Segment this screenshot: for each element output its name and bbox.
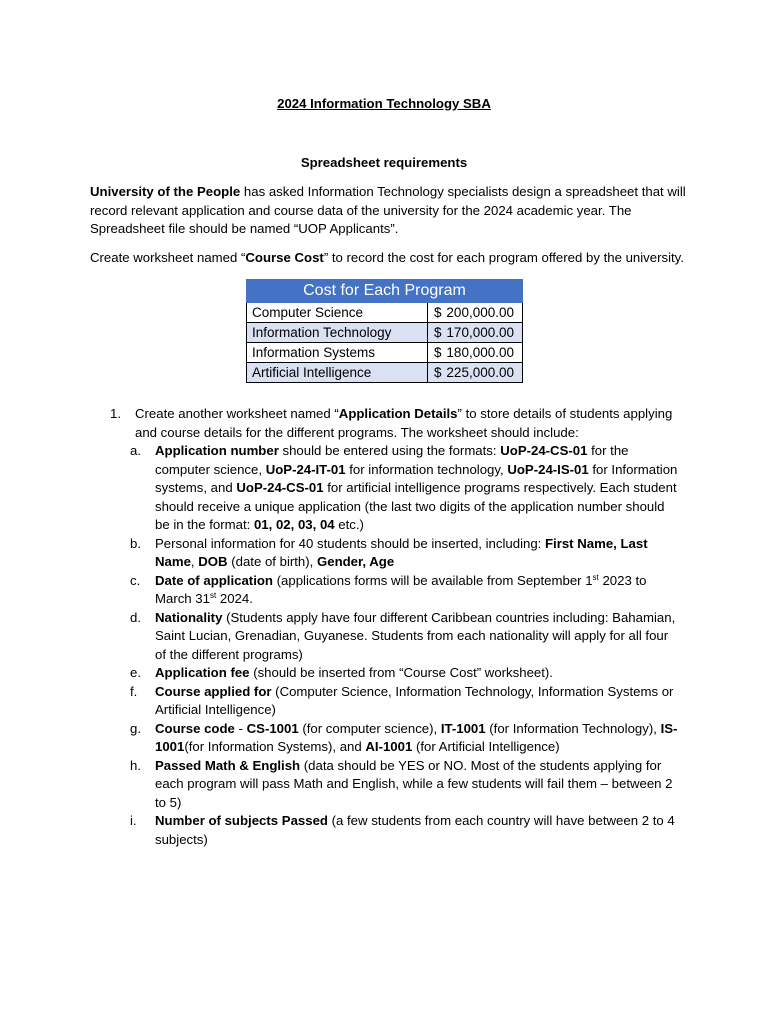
worksheet-text-post: ” to record the cost for each program offered by the university. xyxy=(323,250,684,265)
intro-paragraph xyxy=(90,183,690,239)
currency-symbol: $ xyxy=(434,344,442,360)
format-code: 01, 02, 03, 04 xyxy=(253,517,335,532)
ordinal-suffix: st xyxy=(209,591,217,600)
list-item xyxy=(110,405,680,442)
sub-item-date-of-application xyxy=(130,572,680,609)
sub-letter: e. xyxy=(130,665,141,680)
list-number: 1. xyxy=(110,406,121,421)
sub-letter: b. xyxy=(130,535,141,551)
sub-text: - xyxy=(234,720,247,736)
course-code: IS-1001 xyxy=(155,720,678,754)
cost-table-header-row xyxy=(247,280,523,303)
sub-text: for the computer science, xyxy=(155,443,629,477)
sub-item-application-fee xyxy=(130,664,680,683)
course-code: IT-1001 xyxy=(440,720,486,736)
program-cell: Information Systems xyxy=(247,343,428,363)
requirements-list xyxy=(110,405,680,849)
cost-value: 170,000.00 xyxy=(446,324,514,340)
field-label: Course applied for xyxy=(155,683,272,699)
field-label: Gender, Age xyxy=(316,554,395,569)
sub-letter: g. xyxy=(130,720,141,736)
cost-value: 200,000.00 xyxy=(446,304,514,320)
format-code: UoP-24-IS-01 xyxy=(507,461,589,477)
table-row xyxy=(247,303,523,323)
cost-cell xyxy=(428,363,523,383)
field-label: Application number xyxy=(155,443,279,458)
sub-letter: h. xyxy=(130,757,141,773)
sub-text: (data should be YES or NO. Most of the students applying for each program will pass Math and English, while a few students will fail them – between 2 to 5) xyxy=(155,757,673,810)
sub-item-subjects-passed xyxy=(130,812,680,849)
currency-symbol: $ xyxy=(434,304,442,320)
course-code: AI-1001 xyxy=(365,739,413,754)
format-code: UoP-24-CS-01 xyxy=(500,443,588,458)
sub-text: 2024. xyxy=(216,591,253,606)
cost-cell xyxy=(428,323,523,343)
field-label: Passed Math & English xyxy=(155,757,301,773)
org-name: University of the People xyxy=(90,184,241,199)
program-cell: Artificial Intelligence xyxy=(247,363,428,383)
currency-symbol: $ xyxy=(434,364,442,380)
ordinal-suffix: st xyxy=(592,572,599,582)
sub-letter: i. xyxy=(130,813,137,828)
table-row xyxy=(247,323,523,343)
field-label: First Name, Last Name xyxy=(155,535,648,569)
sub-item-course-applied xyxy=(130,683,680,720)
format-code: UoP-24-IT-01 xyxy=(265,461,346,477)
sub-text: , xyxy=(190,554,199,569)
sub-text: Personal information for 40 students should be inserted, including: xyxy=(155,535,545,551)
worksheet-name: Course Cost xyxy=(245,250,324,265)
cost-value: 225,000.00 xyxy=(446,364,514,380)
cost-table xyxy=(246,279,523,383)
sub-letter: a. xyxy=(130,443,141,458)
format-code: UoP-24-CS-01 xyxy=(236,480,324,495)
sub-text: (should be inserted from “Course Cost” worksheet). xyxy=(249,665,553,680)
sub-letter: d. xyxy=(130,609,141,625)
sub-text: (date of birth), xyxy=(227,554,317,569)
item-text-post: ” to store details of students applying and course details for the different programs. The worksheet should include: xyxy=(135,406,673,440)
worksheet-name: Application Details xyxy=(338,406,458,421)
worksheet-text-pre: Create worksheet named “ xyxy=(90,250,246,265)
section-heading: Spreadsheet requirements xyxy=(300,155,468,170)
sub-text: (for Artificial Intelligence) xyxy=(412,739,560,754)
table-row xyxy=(247,343,523,363)
sub-text: (for computer science), xyxy=(298,720,441,736)
cost-table-header: Cost for Each Program xyxy=(247,280,523,303)
sub-item-passed-math-english xyxy=(130,757,680,813)
sub-text: for information technology, xyxy=(345,461,508,477)
program-cell: Information Technology xyxy=(247,323,428,343)
field-label: Course code xyxy=(155,720,235,736)
field-label: Date of application xyxy=(155,572,273,588)
document-title: 2024 Information Technology SBA xyxy=(277,96,491,111)
worksheet-paragraph xyxy=(90,249,690,268)
field-label: DOB xyxy=(198,554,228,569)
program-cell: Computer Science xyxy=(247,303,428,323)
currency-symbol: $ xyxy=(434,324,442,340)
cost-cell xyxy=(428,303,523,323)
field-label: Application fee xyxy=(155,665,250,680)
sub-text: (Computer Science, Information Technology, Information Systems or Artificial Intelligence) xyxy=(155,683,674,717)
sub-letter: c. xyxy=(130,572,141,588)
sub-item-course-code xyxy=(130,720,680,757)
sub-text: should be entered using the formats: xyxy=(278,443,501,458)
sub-text: (Students apply have four different Caribbean countries including: Bahamian, Saint Lucian, Grenadian, Guyanese. Students from each nationality will apply for all four of the different programs) xyxy=(155,609,676,662)
sub-item-personal-info xyxy=(130,535,680,572)
sub-text: (applications forms will be available from September 1 xyxy=(272,572,593,588)
field-label: Nationality xyxy=(155,609,223,625)
sub-text: (a few students from each country will have between 2 to 4 subjects) xyxy=(155,813,675,847)
sub-item-nationality xyxy=(130,609,680,665)
field-label: Number of subjects Passed xyxy=(155,813,328,828)
course-code: CS-1001 xyxy=(246,720,299,736)
sub-text: for Information systems, and xyxy=(155,461,678,495)
table-row xyxy=(247,363,523,383)
sub-text: (for Information Systems), and xyxy=(184,739,366,754)
sub-letter: f. xyxy=(130,683,138,699)
sub-text: 2023 to March 31 xyxy=(155,572,647,606)
sub-item-application-number xyxy=(130,442,680,535)
sub-text: etc.) xyxy=(334,517,364,532)
cost-value: 180,000.00 xyxy=(446,344,514,360)
sub-text: for artificial intelligence programs respectively. Each student should receive a unique application (the last two digits of the application number should be in the format: xyxy=(155,480,677,532)
sub-text: (for Information Technology), xyxy=(485,720,661,736)
intro-text: has asked Information Technology specialists design a spreadsheet that will record relevant application and course data of the university for the 2024 academic year. The Spreadsheet file should be named “UOP Applicants”. xyxy=(90,184,686,236)
item-text-pre: Create another worksheet named “ xyxy=(135,406,339,421)
cost-cell xyxy=(428,343,523,363)
